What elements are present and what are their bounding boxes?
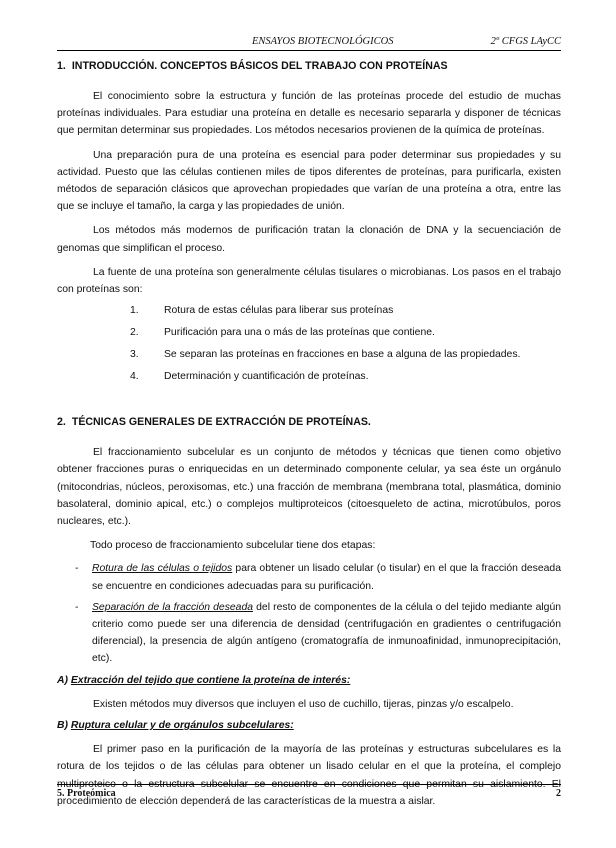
subsection-a-label: A) <box>57 674 68 686</box>
section-1-title: INTRODUCCIÓN. CONCEPTOS BÁSICOS DEL TRABAJO CON PROTEÍNAS <box>71 60 448 72</box>
list-item <box>57 368 561 390</box>
header-course: 2º CFGS LAyCC <box>490 36 561 47</box>
step-number: 2. <box>130 327 139 339</box>
header-title: ENSAYOS BIOTECNOLÓGICOS <box>252 36 394 47</box>
section-2-paragraph-2: Todo proceso de fraccionamiento subcelular tiene dos etapas: <box>90 540 376 552</box>
subsection-b-text: El primer paso en la purificación de la mayoría de las proteínas y estructuras subcelulares es la rotura de los tejidos o de las células para obtener un lisado celular en el que la proteína, el complejo multiproteico o la estructura subcelular se encuentre en condiciones que permitan su aislamiento. El procedimiento de elección dependerá de las características de la muestra a aislar. <box>57 744 561 807</box>
stages-list <box>57 560 561 667</box>
section-1-paragraph-4: La fuente de una proteína son generalmente células tisulares o microbianas. Los pasos en el trabajo con proteínas son: <box>57 266 561 296</box>
list-item <box>57 302 561 324</box>
section-1-number: 1. <box>57 60 66 72</box>
section-2-heading <box>57 414 561 430</box>
page-header <box>57 36 561 51</box>
section-1-heading <box>57 58 561 74</box>
step-number: 4. <box>130 371 139 383</box>
step-text: Se separan las proteínas en fracciones en base a alguna de las propiedades. <box>164 349 521 361</box>
stage-term: Separación de la fracción deseada <box>92 601 254 613</box>
footer-chapter: 5. Proteómica <box>57 788 116 799</box>
list-item <box>57 346 561 368</box>
page-content <box>57 58 561 810</box>
subsection-b-heading <box>57 717 561 734</box>
section-2-number: 2. <box>57 416 66 429</box>
step-text: Rotura de estas células para liberar sus proteínas <box>164 305 394 317</box>
stage-text: para obtener un lisado celular (o tisular) en el que la fracción deseada se encuentre en condiciones adecuadas para su purificación. <box>92 563 561 592</box>
list-item <box>57 599 561 668</box>
dash-bullet: - <box>75 601 79 613</box>
step-text: Determinación y cuantificación de proteínas. <box>164 371 369 383</box>
step-number: 1. <box>130 305 139 317</box>
section-2-paragraph-1: El fraccionamiento subcelular es un conjunto de métodos y técnicas que tienen como objetivo obtener fracciones puras o enriquecidas en un determinado componente celular, ya sea éste un orgánulo (mitocondrias, núcleos, peroxisomas, etc.) una fracción de membrana (membrana total, plasmática, dominio basolateral, dominio apical, etc.) o complejos multiproteicos (citoesqueleto de actina, microtúbulos, poros nucleares, etc.). <box>57 447 561 528</box>
steps-list <box>57 302 561 390</box>
step-number: 3. <box>130 349 139 361</box>
step-text: Purificación para una o más de las proteínas que contiene. <box>164 327 435 339</box>
list-item <box>57 324 561 346</box>
page-footer <box>57 784 561 801</box>
subsection-b-label: B) <box>57 720 68 732</box>
section-1-paragraph-3: Los métodos más modernos de purificación tratan la clonación de DNA y la secuenciación de genomas que simplifican el proceso. <box>57 225 561 254</box>
section-2-title: TÉCNICAS GENERALES DE EXTRACCIÓN DE PROTEÍNAS. <box>71 416 371 429</box>
subsection-a-heading <box>57 672 561 689</box>
subsection-a-title: Extracción del tejido que contiene la proteína de interés: <box>70 674 351 686</box>
dash-bullet: - <box>75 563 79 575</box>
stage-text: del resto de componentes de la célula o del tejido mediante algún criterio como puede ser una diferencia de densidad (centrifugación en gradientes o centrifugación diferencial), la presencia de algún antígeno (cromatografía de inmunoafinidad, inmunoprecipitación, etc). <box>92 601 562 665</box>
stage-term: Rotura de las células o tejidos <box>92 563 233 575</box>
subsection-b-title: Ruptura celular y de orgánulos subcelulares: <box>70 720 294 732</box>
section-1-paragraph-2: Una preparación pura de una proteína es esencial para poder determinar sus propiedades y su actividad. Puesto que las células contienen miles de tipos diferentes de proteínas, para purificarla, existen métodos de separación clásicos que aprovechan propiedades que varían de una proteína a otra, entre las que se incluye el tamaño, la carga y las propiedades de unión. <box>57 149 561 213</box>
list-item <box>57 560 561 594</box>
section-1-paragraph-1: El conocimiento sobre la estructura y función de las proteínas procede del estudio de muchas proteínas individuales. Para estudiar una proteína en detalle es necesario separarla y disponer de técnicas que permitan determinar sus propiedades. Los métodos necesarios provienen de la química de proteínas. <box>57 91 561 137</box>
subsection-a-text: Existen métodos muy diversos que incluyen el uso de cuchillo, tijeras, pinzas y/o escalpelo. <box>93 698 514 710</box>
page-number: 2 <box>556 788 561 799</box>
